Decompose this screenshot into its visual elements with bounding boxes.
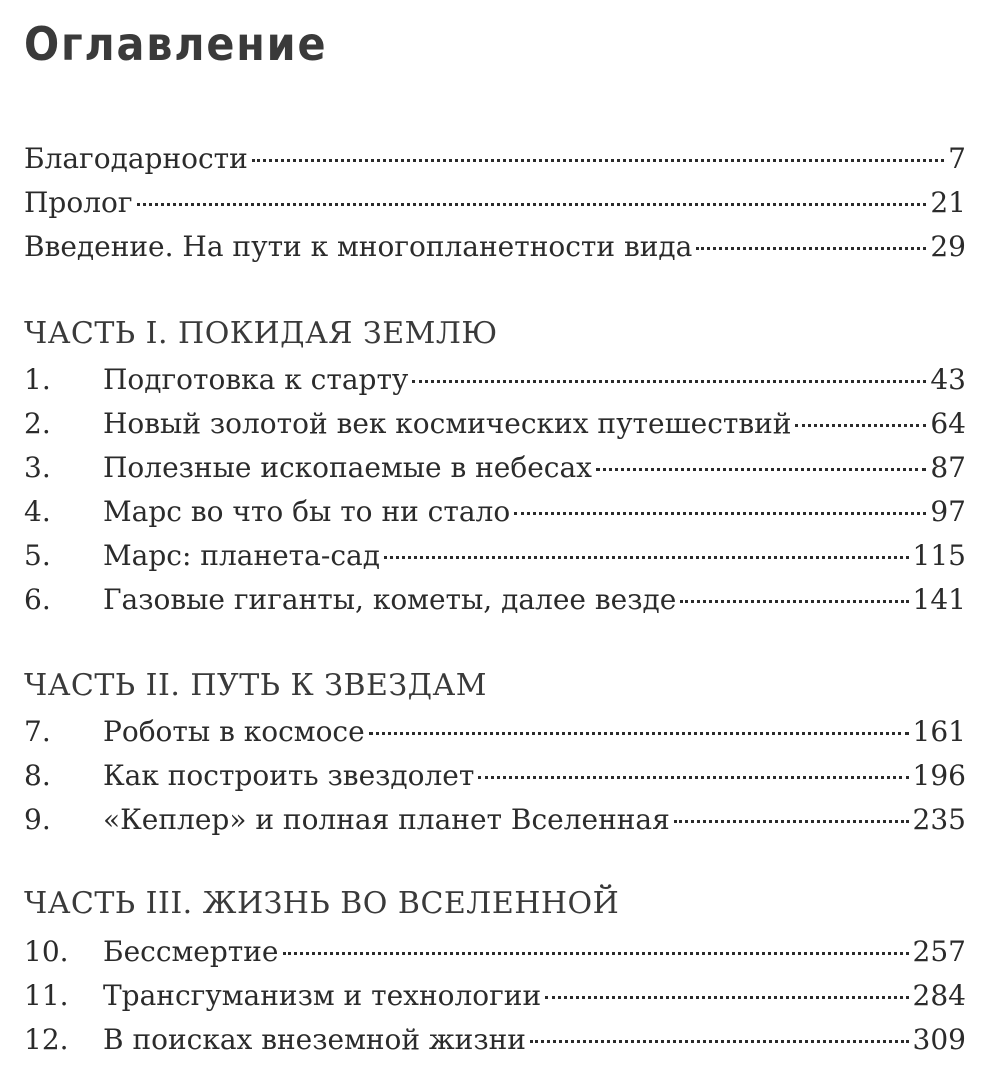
toc-entry-introduction[interactable] [24,225,966,269]
entry-page: 309 [912,1023,966,1056]
entry-label: Марс во что бы то ни стало [103,495,511,528]
entry-label: Бессмертие [103,935,279,968]
toc-entry-chapter-8[interactable] [24,754,966,798]
toc-entry-chapter-3[interactable] [24,446,966,490]
entry-label: Полезные ископаемые в небесах [103,451,592,484]
part-heading-2: ЧАСТЬ II. ПУТЬ К ЗВЕЗДАМ [24,668,487,703]
chapter-number: 5. [24,539,51,572]
toc-entry-chapter-12[interactable] [24,1018,966,1062]
chapter-number: 10. [24,935,69,968]
entry-label: «Кеплер» и полная планет Вселенная [103,803,670,836]
page-title: Оглавление [24,17,328,71]
dot-leader [384,556,909,559]
entry-label: Марс: планета-сад [103,539,380,572]
entry-page: 43 [930,363,966,396]
dot-leader [696,247,926,250]
entry-label: Введение. На пути к многопланетности вида [24,230,693,263]
entry-label: Новый золотой век космических путешествий [103,407,792,440]
entry-label: Роботы в космосе [103,715,365,748]
entry-page: 97 [930,495,966,528]
entry-label: Подготовка к старту [103,363,409,396]
chapter-number: 3. [24,451,51,484]
entry-page: 161 [912,715,966,748]
entry-page: 196 [912,759,966,792]
entry-page: 141 [912,583,966,616]
entry-page: 21 [930,186,966,219]
entry-page: 115 [912,539,966,572]
chapter-number: 4. [24,495,51,528]
chapter-number: 7. [24,715,51,748]
entry-label: В поисках внеземной жизни [103,1023,526,1056]
toc-entry-acknowledgments[interactable] [24,137,966,181]
dot-leader [369,732,909,735]
dot-leader [137,203,927,206]
toc-entry-chapter-2[interactable] [24,402,966,446]
chapter-number: 12. [24,1023,69,1056]
entry-label: Газовые гиганты, кометы, далее везде [103,583,677,616]
part-heading-1: ЧАСТЬ I. ПОКИДАЯ ЗЕМЛЮ [24,316,498,351]
dot-leader [514,512,926,515]
entry-page: 7 [948,142,966,175]
toc-entry-chapter-10[interactable] [24,930,966,974]
dot-leader [680,600,908,603]
chapter-number: 11. [24,979,69,1012]
chapter-number: 6. [24,583,51,616]
chapter-number: 9. [24,803,51,836]
dot-leader [478,776,908,779]
entry-page: 235 [912,803,966,836]
toc-entry-chapter-7[interactable] [24,710,966,754]
entry-label: Трансгуманизм и технологии [103,979,542,1012]
entry-page: 64 [930,407,966,440]
entry-page: 87 [930,451,966,484]
dot-leader [596,468,926,471]
chapter-number: 8. [24,759,51,792]
entry-page: 284 [912,979,966,1012]
entry-page: 257 [912,935,966,968]
dot-leader [530,1040,909,1043]
dot-leader [795,424,926,427]
toc-entry-chapter-4[interactable] [24,490,966,534]
entry-page: 29 [930,230,966,263]
toc-entry-chapter-1[interactable] [24,358,966,402]
toc-entry-prologue[interactable] [24,181,966,225]
toc-entry-chapter-6[interactable] [24,578,966,622]
toc-entry-chapter-5[interactable] [24,534,966,578]
entry-label: Как построить звездолет [103,759,475,792]
entry-label: Благодарности [24,142,248,175]
toc-entry-chapter-11[interactable] [24,974,966,1018]
part-heading-3: ЧАСТЬ III. ЖИЗНЬ ВО ВСЕЛЕННОЙ [24,886,620,921]
chapter-number: 2. [24,407,51,440]
chapter-number: 1. [24,363,51,396]
dot-leader [674,820,909,823]
entry-label: Пролог [24,186,133,219]
dot-leader [545,996,908,999]
toc-entry-chapter-9[interactable] [24,798,966,842]
dot-leader [412,380,926,383]
dot-leader [283,952,909,955]
dot-leader [252,159,944,162]
